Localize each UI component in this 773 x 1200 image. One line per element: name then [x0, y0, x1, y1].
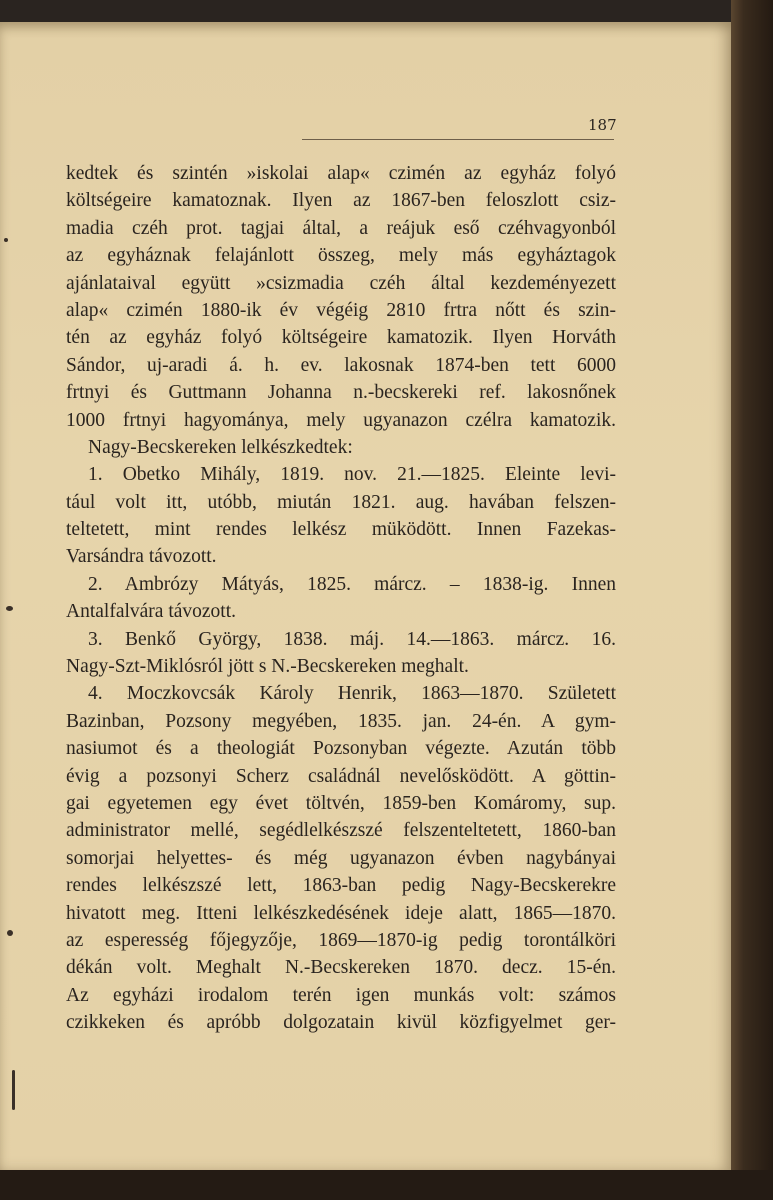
text-line: ajánlataival együtt »csizmadia czéh által kezdeményezett: [66, 272, 616, 294]
text-line: költségeire kamatoznak. Ilyen az 1867-ben feloszlott csiz-: [66, 190, 616, 212]
text-line: frtnyi és Guttmann Johanna n.-becskereki ref. lakosnőnek: [66, 382, 616, 404]
text-line: 4. Moczkovcsák Károly Henrik, 1863—1870. Született: [88, 683, 616, 705]
text-line: évig a pozsonyi Scherz családnál nevelősködött. A göttin-: [66, 765, 616, 787]
header-rule: [302, 139, 614, 140]
text-line: czikkeken és apróbb dolgozatain kivül közfigyelmet ger-: [66, 1012, 616, 1034]
ink-fleck: [4, 238, 8, 242]
text-line: hivatott meg. Itteni lelkészkedésének ideje alatt, 1865—1870.: [66, 902, 616, 924]
text-line: az esperesség főjegyzője, 1869—1870-ig pedig torontálköri: [66, 929, 616, 951]
body-text: [66, 160, 616, 1037]
text-line: tául volt itt, utóbb, miután 1821. aug. havában felszen-: [66, 491, 616, 513]
ink-fleck: [7, 930, 13, 936]
text-line: Nagy-Becskereken lelkészkedtek:: [88, 436, 353, 458]
text-line: kedtek és szintén »iskolai alap« czimén az egyház folyó: [66, 163, 616, 184]
text-line: madia czéh prot. tagjai által, a reájuk eső czéhvagyonból: [66, 217, 616, 239]
text-line: 1000 frtnyi hagyománya, mely ugyanazon czélra kamatozik.: [66, 409, 616, 431]
text-line: 1. Obetko Mihály, 1819. nov. 21.—1825. Eleinte levi-: [88, 464, 616, 486]
text-line: dékán volt. Meghalt N.-Becskereken 1870. decz. 15-én.: [66, 957, 616, 979]
text-line: rendes lelkészszé lett, 1863-ban pedig Nagy-Becskerekre: [66, 875, 616, 897]
text-line: 3. Benkő György, 1838. máj. 14.—1863. márcz. 16.: [88, 628, 616, 650]
text-line: gai egyetemen egy évet töltvén, 1859-ben Komáromy, sup.: [66, 792, 616, 814]
text-line: Nagy-Szt-Miklósról jött s N.-Becskereken meghalt.: [66, 656, 469, 678]
text-line: administrator mellé, segédlelkészszé felszenteltetett, 1860-ban: [66, 820, 616, 842]
text-line: Az egyházi irodalom terén igen munkás volt: számos: [66, 984, 616, 1006]
text-line: teltetett, mint rendes lelkész müködött. Innen Fazekas-: [66, 519, 616, 541]
text-line: alap« czimén 1880-ik év végéig 2810 frtra nőtt és szin-: [66, 299, 616, 321]
text-line: az egyháznak felajánlott összeg, mely más egyháztagok: [66, 245, 616, 267]
text-line: nasiumot és a theologiát Pozsonyban végezte. Azután több: [66, 738, 616, 760]
text-line: tén az egyház folyó költségeire kamatozik. Ilyen Horváth: [66, 327, 616, 349]
text-line: Varsándra távozott.: [66, 546, 217, 568]
book-spine: [731, 0, 773, 1200]
text-line: Sándor, uj-aradi á. h. ev. lakosnak 1874-ben tett 6000: [66, 354, 616, 376]
text-line: 2. Ambrózy Mátyás, 1825. márcz. – 1838-ig. Innen: [88, 573, 616, 595]
text-line: somorjai helyettes- és még ugyanazon évben nagybányai: [66, 847, 616, 869]
text-line: Bazinban, Pozsony megyében, 1835. jan. 24-én. A gym-: [66, 710, 616, 732]
page-number: 187: [588, 116, 617, 134]
ink-fleck: [6, 606, 13, 611]
page-bottom-shadow: [0, 1170, 773, 1200]
ink-fleck: [12, 1070, 15, 1110]
text-line: Antalfalvára távozott.: [66, 601, 237, 623]
